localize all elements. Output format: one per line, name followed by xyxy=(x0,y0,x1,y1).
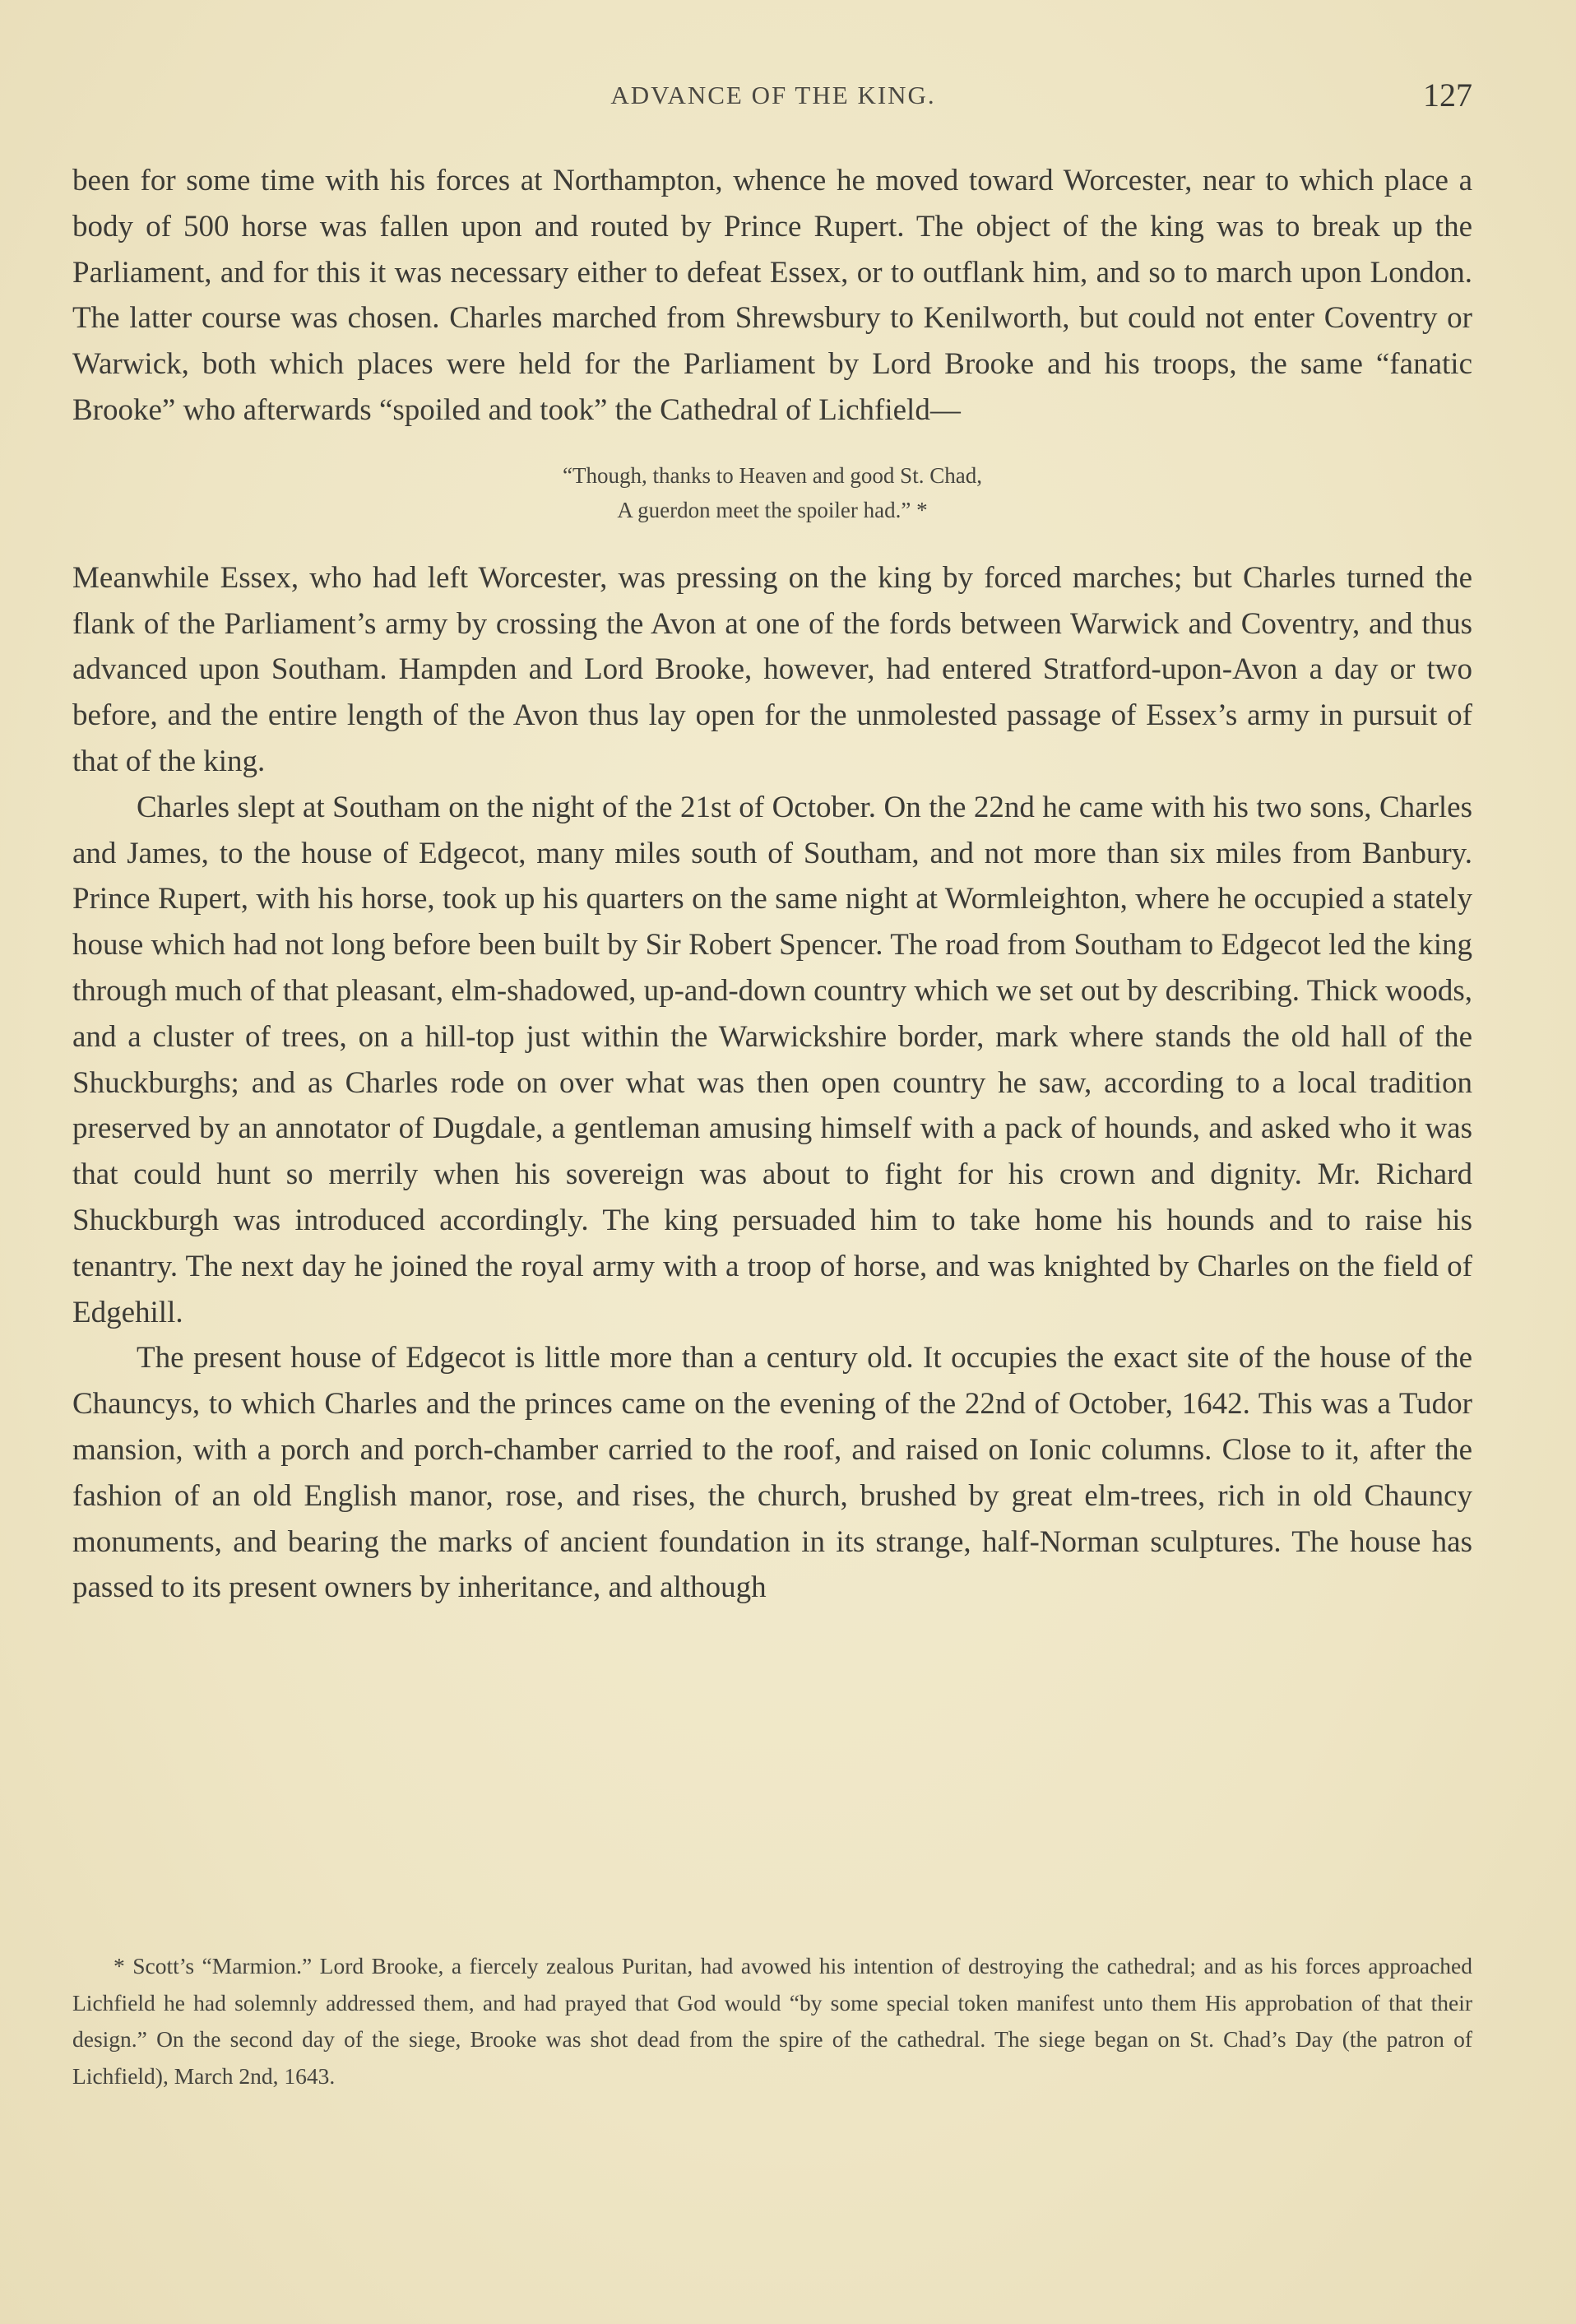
running-head: ADVANCE OF THE KING. xyxy=(610,81,936,109)
main-text xyxy=(72,158,1472,1611)
page-header xyxy=(74,76,1472,115)
footnote: * Scott’s “Marmion.” Lord Brooke, a fiercely zealous Puritan, had avowed his intention of destroying the cathedral; and as his forces approached Lichfield he had solemnly addressed them, and had prayed that God would “by some special token manifest unto them His approbation of that their design.” On the second day of the siege, Brooke was shot dead from the spire of the cathedral. The siege began on St. Chad’s Day (the patron of Lichfield), March 2nd, 1643. xyxy=(72,1953,1472,2089)
verse-line-2: A guerdon meet the spoiler had.” * xyxy=(617,497,928,522)
page-number: 127 xyxy=(1423,77,1472,114)
paragraph-4: The present house of Edgecot is little more than a century old. It occupies the exact site of the house of the Chauncys, to which Charles and the princes came on the evening of the 22nd of October, 1642. This was a Tudor mansion, with a porch and porch-chamber carried to the roof, and raised on Ionic columns. Close to it, after the fashion of an old English manor, rose, and rises, the church, brushed by great elm-trees, rich in old Chauncy monuments, and bearing the marks of ancient foundation in its strange, half-Norman sculptures. The house has passed to its present owners by inheritance, and although xyxy=(72,1341,1472,1605)
verse-quote xyxy=(72,458,1472,527)
verse-line-1: “Though, thanks to Heaven and good St. Chad, xyxy=(563,462,982,488)
paragraph-3: Charles slept at Southam on the night of the 21st of October. On the 22nd he came with his two sons, Charles and James, to the house of Edgecot, many miles south of Southam, and not more than six miles from Banbury. Prince Rupert, with his horse, took up his quarters on the same night at Wormleighton, where he occupied a stately house which had not long before been built by Sir Robert Spencer. The road from Southam to Edgecot led the king through much of that pleasant, elm-shadowed, up-and-down country which we set out by describing. Thick woods, and a cluster of trees, on a hill-top just within the Warwickshire border, mark where stands the old hall of the Shuckburghs; and as Charles rode on over what was then open country he saw, according to a local tradition preserved by an annotator of Dugdale, a gentleman amusing himself with a pack of hounds, and asked who it was that could hunt so merrily when his sovereign was about to fight for his crown and dignity. Mr. Richard Shuckburgh was introduced accordingly. The king persuaded him to take home his hounds and to raise his tenantry. The next day he joined the royal army with a troop of horse, and was knighted by Charles on the field of Edgehill. xyxy=(72,790,1472,1329)
paragraph-2: Meanwhile Essex, who had left Worcester, was pressing on the king by forced marches; but Charles turned the flank of the Parliament’s army by crossing the Avon at one of the fords between Warwick and Coventry, and thus advanced upon Southam. Hampden and Lord Brooke, however, had entered Stratford-upon-Avon a day or two before, and the entire length of the Avon thus lay open for the unmolested passage of Essex’s army in pursuit of that of the king. xyxy=(72,560,1472,778)
paragraph-1: been for some time with his forces at Northampton, whence he moved toward Worcester, near to which place a body of 500 horse was fallen upon and routed by Prince Rupert. The object of the king was to break up the Parliament, and for this it was necessary either to defeat Essex, or to outflank him, and so to march upon London. The latter course was chosen. Charles marched from Shrewsbury to Kenilworth, but could not enter Coventry or Warwick, both which places were held for the Parliament by Lord Brooke and his troops, the same “fanatic Brooke” who afterwards “spoiled and took” the Cathedral of Lichfield— xyxy=(72,164,1472,427)
